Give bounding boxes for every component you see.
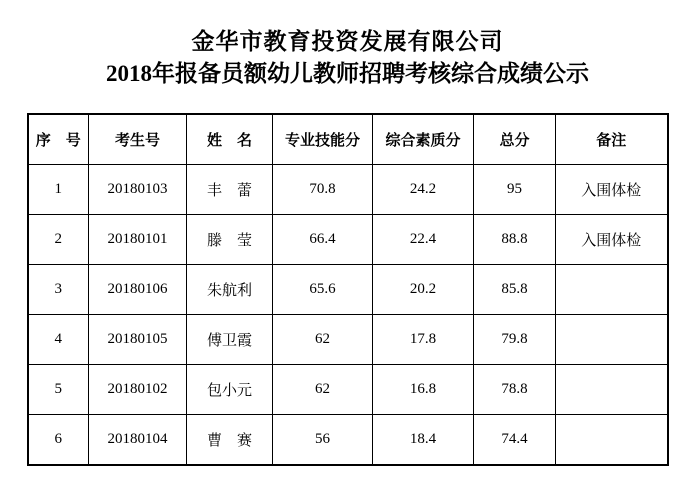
cell-name: 傅卫霞: [187, 315, 273, 365]
header-skill-score: 专业技能分: [273, 114, 373, 165]
cell-remark: [556, 265, 668, 315]
cell-quality-score: 18.4: [373, 415, 474, 466]
cell-skill-score: 66.4: [273, 215, 373, 265]
cell-remark: 入围体检: [556, 215, 668, 265]
cell-candidate-id: 20180102: [89, 365, 187, 415]
cell-name: 包小元: [187, 365, 273, 415]
table-row: [28, 315, 668, 365]
cell-name: 朱航利: [187, 265, 273, 315]
cell-skill-score: 62: [273, 315, 373, 365]
header-candidate-id: 考生号: [89, 114, 187, 165]
header-serial-number: 序 号: [28, 114, 89, 165]
cell-skill-score: 62: [273, 365, 373, 415]
header-quality-score: 综合素质分: [373, 114, 474, 165]
cell-name: 曹 赛: [187, 415, 273, 466]
cell-name: 滕 莹: [187, 215, 273, 265]
cell-candidate-id: 20180103: [89, 165, 187, 215]
header-total-score: 总分: [474, 114, 556, 165]
table-row: [28, 165, 668, 215]
cell-skill-score: 70.8: [273, 165, 373, 215]
cell-serial-number: 3: [28, 265, 89, 315]
cell-total-score: 95: [474, 165, 556, 215]
cell-remark: 入围体检: [556, 165, 668, 215]
cell-serial-number: 1: [28, 165, 89, 215]
cell-total-score: 88.8: [474, 215, 556, 265]
cell-serial-number: 4: [28, 315, 89, 365]
document-subtitle: 2018年报备员额幼儿教师招聘考核综合成绩公示: [106, 61, 589, 86]
cell-quality-score: 24.2: [373, 165, 474, 215]
cell-quality-score: 16.8: [373, 365, 474, 415]
header-remark: 备注: [556, 114, 668, 165]
cell-serial-number: 6: [28, 415, 89, 466]
cell-quality-score: 17.8: [373, 315, 474, 365]
table-row: [28, 415, 668, 466]
cell-total-score: 85.8: [474, 265, 556, 315]
cell-candidate-id: 20180104: [89, 415, 187, 466]
cell-name: 丰 蕾: [187, 165, 273, 215]
score-table: [27, 113, 669, 466]
header-name: 姓 名: [187, 114, 273, 165]
document-title: 金华市教育投资发展有限公司: [191, 29, 504, 54]
cell-quality-score: 22.4: [373, 215, 474, 265]
cell-candidate-id: 20180105: [89, 315, 187, 365]
cell-serial-number: 5: [28, 365, 89, 415]
table-row: [28, 265, 668, 315]
cell-candidate-id: 20180106: [89, 265, 187, 315]
table-row: [28, 365, 668, 415]
cell-remark: [556, 415, 668, 466]
table-row: [28, 215, 668, 265]
cell-total-score: 78.8: [474, 365, 556, 415]
cell-total-score: 74.4: [474, 415, 556, 466]
cell-serial-number: 2: [28, 215, 89, 265]
table-header-row: [28, 114, 668, 165]
cell-remark: [556, 315, 668, 365]
cell-skill-score: 65.6: [273, 265, 373, 315]
cell-total-score: 79.8: [474, 315, 556, 365]
cell-skill-score: 56: [273, 415, 373, 466]
cell-candidate-id: 20180101: [89, 215, 187, 265]
cell-quality-score: 20.2: [373, 265, 474, 315]
cell-remark: [556, 365, 668, 415]
